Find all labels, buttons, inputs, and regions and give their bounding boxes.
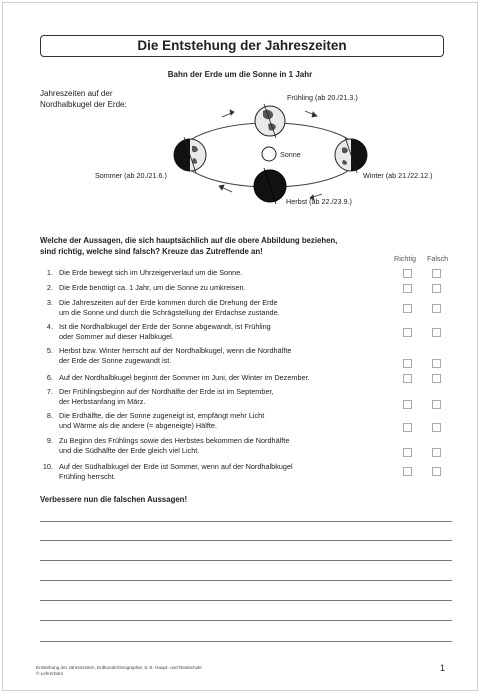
question-line-2: sind richtig, welche sind falsch? Kreuze das Zutreffende an!	[40, 247, 263, 256]
checkbox-richtig[interactable]	[403, 304, 412, 313]
statement-number: 7.	[46, 387, 53, 396]
sun	[262, 147, 276, 161]
diagram-heading: Bahn der Erde um die Sonne in 1 Jahr	[167, 70, 313, 79]
label-winter: Winter (ab 21./22.12.)	[363, 171, 433, 180]
statement-text	[59, 322, 374, 342]
earth-winter	[335, 137, 367, 173]
question-instruction	[40, 235, 420, 257]
checkbox-falsch[interactable]	[432, 374, 441, 383]
statement-line-1: Ist die Nordhalbkugel der Erde der Sonne abgewandt, ist Frühling	[59, 322, 271, 331]
earth-autumn	[254, 168, 286, 204]
writing-line[interactable]	[40, 540, 452, 541]
writing-line[interactable]	[40, 600, 452, 601]
column-header-richtig: Richtig	[394, 254, 416, 263]
checkbox-falsch[interactable]	[432, 304, 441, 313]
label-autumn: Herbst (ab 22./23.9.)	[286, 197, 352, 206]
statement-number: 6.	[46, 373, 53, 382]
statement-line-2: der Erde der Sonne zugewandt ist.	[59, 356, 172, 365]
statement-line-1: Herbst bzw. Winter herrscht auf der Nordhalbkugel, wenn die Nordhälfte	[59, 346, 292, 355]
statement-text	[59, 298, 374, 318]
statement-line-2: um die Sonne und durch die Schrägstellung der Erdachse zustande.	[59, 308, 280, 317]
writing-line[interactable]	[40, 560, 452, 561]
checkbox-falsch[interactable]	[432, 467, 441, 476]
checkbox-richtig[interactable]	[403, 284, 412, 293]
intro-line-1: Jahreszeiten auf der	[40, 89, 113, 98]
statement-text	[59, 373, 374, 383]
writing-line[interactable]	[40, 641, 452, 642]
checkbox-richtig[interactable]	[403, 374, 412, 383]
statement-line-1: Auf der Nordhalbkugel beginnt der Sommer im Juni, der Winter im Dezember.	[59, 373, 310, 382]
writing-line[interactable]	[40, 521, 452, 522]
statement-text	[59, 346, 374, 366]
checkbox-falsch[interactable]	[432, 284, 441, 293]
checkbox-richtig[interactable]	[403, 423, 412, 432]
checkbox-falsch[interactable]	[432, 423, 441, 432]
statement-line-2: Frühling herrscht.	[59, 472, 116, 481]
statement-text	[59, 268, 374, 278]
statement-line-1: Die Erde bewegt sich im Uhrzeigerverlauf um die Sonne.	[59, 268, 243, 277]
statement-line-2: und die Südhälfte der Erde gleich viel Licht.	[59, 446, 200, 455]
statement-text	[59, 387, 374, 407]
page-title: Die Entstehung der Jahreszeiten	[40, 35, 444, 57]
correction-prompt: Verbessere nun die falschen Aussagen!	[40, 495, 188, 504]
checkbox-richtig[interactable]	[403, 467, 412, 476]
checkbox-richtig[interactable]	[403, 359, 412, 368]
statement-number: 2.	[46, 283, 53, 292]
statement-number: 10.	[42, 462, 53, 471]
label-summer: Sommer (ab 20./21.6.)	[95, 171, 167, 180]
statement-line-1: Auf der Südhalbkugel der Erde ist Sommer, wenn auf der Nordhalbkugel	[59, 462, 293, 471]
label-spring: Frühling (ab 20./21.3.)	[287, 93, 358, 102]
writing-line[interactable]	[40, 580, 452, 581]
statement-line-2: oder Sommer auf dieser Halbkugel.	[59, 332, 174, 341]
checkbox-richtig[interactable]	[403, 448, 412, 457]
statement-line-2: und Wärme als die andere (= abgeneigte) Hälfte.	[59, 421, 217, 430]
statement-number: 9.	[46, 436, 53, 445]
statement-line-1: Der Frühlingsbeginn auf der Nordhälfte der Erde ist im September,	[59, 387, 274, 396]
checkbox-richtig[interactable]	[403, 269, 412, 278]
statement-line-1: Die Erde benötigt ca. 1 Jahr, um die Sonne zu umkreisen.	[59, 283, 246, 292]
statement-number: 1.	[46, 268, 53, 277]
checkbox-richtig[interactable]	[403, 400, 412, 409]
statement-line-2: der Herbstanfang im März.	[59, 397, 146, 406]
checkbox-falsch[interactable]	[432, 448, 441, 457]
statement-text	[59, 436, 374, 456]
question-line-1: Welche der Aussagen, die sich hauptsächlich auf die obere Abbildung beziehen,	[40, 236, 338, 245]
column-header-falsch: Falsch	[427, 254, 449, 263]
earth-spring	[255, 104, 285, 138]
checkbox-falsch[interactable]	[432, 269, 441, 278]
page-number: 1	[440, 663, 446, 673]
checkbox-falsch[interactable]	[432, 400, 441, 409]
statement-line-1: Die Erdhälfte, die der Sonne zugeneigt ist, empfängt mehr Licht	[59, 411, 265, 420]
writing-line[interactable]	[40, 620, 452, 621]
statement-line-1: Zu Beginn des Frühlings sowie des Herbstes bekommen die Nordhälfte	[59, 436, 290, 445]
label-sun: Sonne	[280, 150, 301, 159]
checkbox-falsch[interactable]	[432, 328, 441, 337]
earth-summer	[174, 137, 206, 173]
statement-text	[59, 411, 374, 431]
statement-number: 4.	[46, 322, 53, 331]
statement-line-1: Die Jahreszeiten auf der Erde kommen durch die Drehung der Erde	[59, 298, 278, 307]
statement-number: 8.	[46, 411, 53, 420]
statement-number: 5.	[46, 346, 53, 355]
intro-line-2: Nordhalbkugel der Erde:	[40, 100, 127, 109]
checkbox-falsch[interactable]	[432, 359, 441, 368]
statement-text	[59, 462, 374, 482]
orbit-diagram	[0, 0, 480, 230]
statement-text	[59, 283, 374, 293]
footer-credits	[36, 665, 202, 677]
footer-line-1: Entstehung der Jahreszeiten, Erdkunde/Geographie, 5.-6. Haupt- und Realschule	[36, 665, 202, 670]
footer-line-2: © Lehrerbüro	[36, 671, 64, 676]
statement-number: 3.	[46, 298, 53, 307]
checkbox-richtig[interactable]	[403, 328, 412, 337]
